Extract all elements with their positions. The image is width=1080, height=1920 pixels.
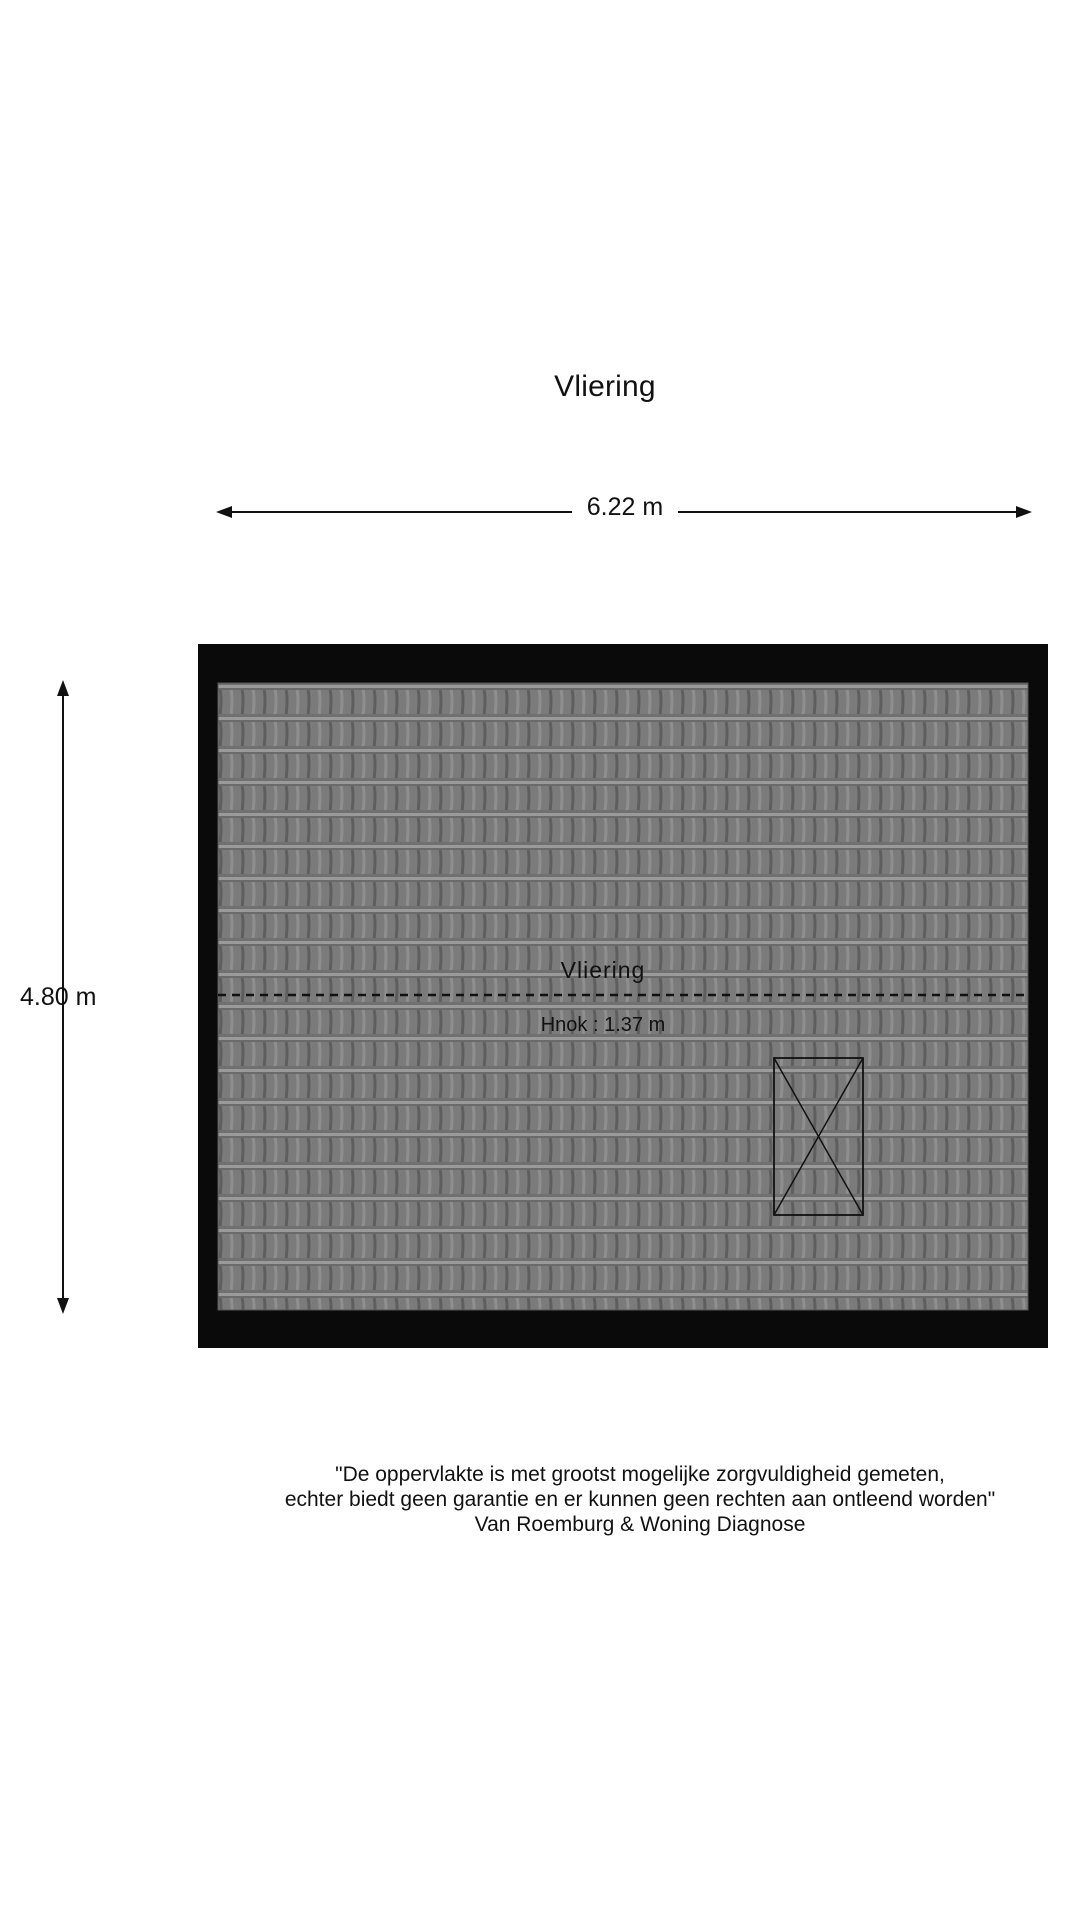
roof-tile-surface xyxy=(218,683,1028,1310)
disclaimer-line-3: Van Roemburg & Woning Diagnose xyxy=(474,1513,806,1536)
disclaimer-line-2: echter biedt geen garantie en er kunnen geen rechten aan ontleend worden" xyxy=(284,1488,996,1511)
disclaimer-text xyxy=(200,1462,1080,1537)
width-dimension-label: 6.22 m xyxy=(572,492,678,522)
page-title: Vliering xyxy=(554,370,656,403)
ridge-height-label: Hnok : 1.37 m xyxy=(540,1014,666,1036)
depth-dimension-label: 4.80 m xyxy=(20,983,97,1011)
disclaimer-line-1: "De oppervlakte is met grootst mogelijke zorgvuldigheid gemeten, xyxy=(335,1463,945,1486)
room-name-label: Vliering xyxy=(560,957,646,983)
